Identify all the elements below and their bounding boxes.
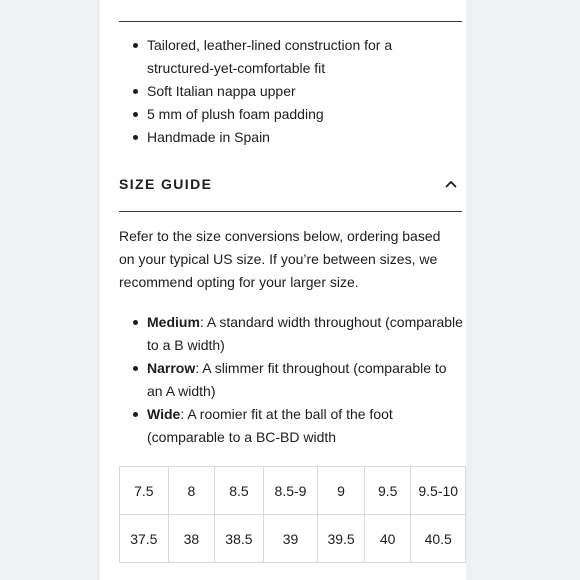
table-cell: 38 (168, 515, 214, 563)
table-row-eu (120, 515, 466, 563)
feature-item: Handmade in Spain (147, 126, 447, 149)
width-item-medium (147, 311, 465, 357)
table-cell: 8.5-9 (263, 467, 317, 515)
feature-item: 5 mm of plush foam padding (147, 103, 447, 126)
divider (119, 211, 462, 212)
width-name: Wide (147, 406, 181, 422)
feature-item: Tailored, leather-lined construction for a structured-yet-comfortable fit (147, 34, 447, 80)
width-name: Medium (147, 314, 200, 330)
feature-item: Soft Italian nappa upper (147, 80, 447, 103)
table-row-us (120, 467, 466, 515)
size-guide-accordion-header[interactable] (119, 172, 462, 196)
width-description: : A slimmer fit throughout (comparable to an A width) (147, 360, 447, 399)
table-cell: 39.5 (318, 515, 365, 563)
table-cell: 9.5 (364, 467, 411, 515)
table-cell: 38.5 (215, 515, 264, 563)
size-guide-title: SIZE GUIDE (119, 176, 213, 192)
width-item-narrow (147, 357, 465, 403)
feature-list (100, 34, 447, 149)
table-cell: 37.5 (120, 515, 169, 563)
width-description: : A roomier fit at the ball of the foot (comparable to a BC-BD width (147, 406, 393, 445)
table-cell: 8.5 (215, 467, 264, 515)
width-list (100, 311, 465, 449)
table-cell: 40 (364, 515, 411, 563)
width-description: : A standard width throughout (comparable to a B width) (147, 314, 463, 353)
table-cell: 7.5 (120, 467, 169, 515)
size-guide-intro: Refer to the size conversions below, ordering based on your typical US size. If you’re between sizes, we recommend opting for your larger size. (119, 228, 441, 290)
size-conversion-table (119, 466, 466, 563)
width-name: Narrow (147, 360, 196, 376)
table-cell: 8 (168, 467, 214, 515)
width-item-wide (147, 403, 465, 449)
table-cell: 39 (263, 515, 317, 563)
chevron-up-icon[interactable] (442, 175, 460, 193)
divider (119, 21, 462, 22)
table-cell: 9.5-10 (411, 467, 466, 515)
table-cell: 40.5 (411, 515, 466, 563)
product-details-panel (100, 0, 466, 580)
table-cell: 9 (318, 467, 365, 515)
